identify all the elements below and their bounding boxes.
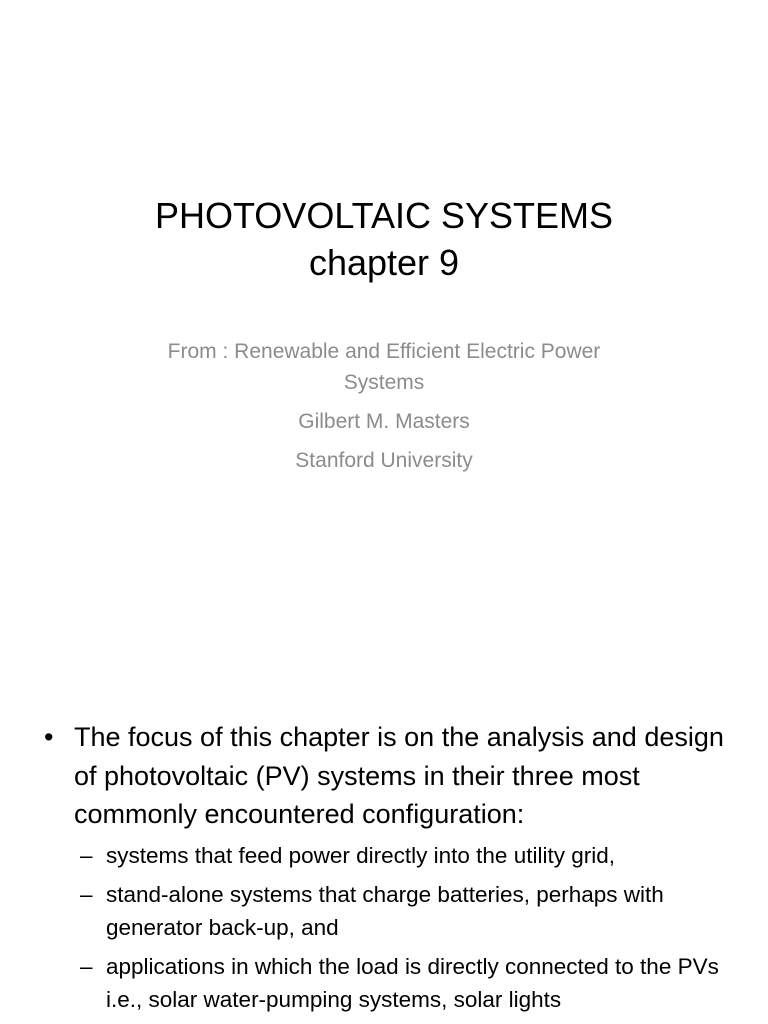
bullet-text: The focus of this chapter is on the analysis and design of photovoltaic (PV) systems in their three most commonly encountered configuration:	[74, 722, 724, 829]
dash-icon: –	[80, 953, 93, 979]
slide-content	[0, 718, 768, 1022]
slide-subtitle	[100, 336, 668, 476]
sub-bullet-item	[0, 878, 768, 944]
slide-title-line-1: PHOTOVOLTAIC SYSTEMS	[154, 195, 614, 236]
dash-icon: –	[80, 881, 93, 907]
sub-bullet-text: applications in which the load is directly connected to the PVs i.e., solar water-pumping systems, solar lights	[106, 953, 719, 1012]
sub-bullet-item	[0, 950, 768, 1016]
slide-title-line-2: chapter 9	[308, 242, 460, 283]
subtitle-source-line-2: Systems	[343, 371, 425, 394]
sub-bullet-text: systems that feed power directly into the utility grid,	[106, 842, 615, 868]
content-slide	[0, 512, 768, 1024]
subtitle-institution: Stanford University	[295, 449, 473, 472]
sub-bullet-text: stand-alone systems that charge batteries, perhaps with generator back-up, and	[106, 881, 664, 940]
subtitle-author: Gilbert M. Masters	[298, 410, 470, 433]
bullet-dot-icon: •	[44, 722, 54, 752]
slide-title	[0, 192, 768, 286]
dash-icon: –	[80, 842, 93, 868]
subtitle-source-line-1: From : Renewable and Efficient Electric Power	[167, 340, 601, 363]
sub-bullet-item	[0, 839, 768, 872]
bullet-item	[0, 718, 768, 834]
sub-bullet-list	[0, 839, 768, 1016]
